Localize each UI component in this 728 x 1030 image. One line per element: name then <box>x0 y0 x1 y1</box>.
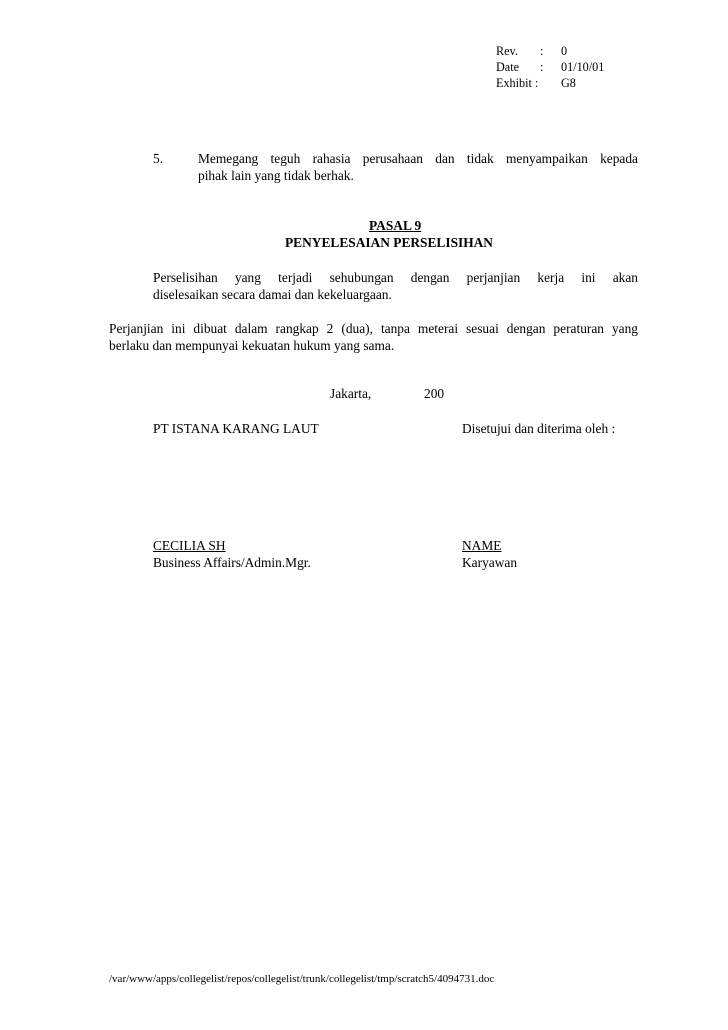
paragraph-line-2: diselesaikan secara damai dan kekeluargaan. <box>153 287 392 302</box>
item-line-2: pihak lain yang tidak berhak. <box>198 168 354 183</box>
paragraph-line-2: berlaku dan mempunyai kekuatan hukum yang sama. <box>109 338 395 353</box>
city: Jakarta, <box>330 386 372 401</box>
approval-caption: Disetujui dan diterima oleh : <box>462 421 616 436</box>
employee-name: NAME <box>462 538 502 553</box>
pasal-title: PASAL 9 <box>369 218 422 233</box>
signatory-name: CECILIA SH <box>153 538 226 553</box>
footer-file-path: /var/www/apps/collegelist/repos/collegelist/trunk/collegelist/tmp/scratch5/4094731.doc <box>109 973 495 985</box>
date-colon: : <box>540 60 544 74</box>
date-label: Date <box>496 60 520 74</box>
rev-value: 0 <box>561 44 568 58</box>
paragraph-line-1: Perselisihan yang terjadi sehubungan dengan perjanjian kerja ini akan <box>153 270 638 285</box>
employee-title: Karyawan <box>462 555 518 570</box>
item-line-1: Memegang teguh rahasia perusahaan dan tidak menyampaikan kepada <box>198 151 638 166</box>
exhibit-value: G8 <box>561 76 576 90</box>
company-name: PT ISTANA KARANG LAUT <box>153 421 319 436</box>
item-number: 5. <box>153 151 164 166</box>
paragraph-line-1: Perjanjian ini dibuat dalam rangkap 2 (dua), tanpa meterai sesuai dengan peraturan yang <box>109 321 638 336</box>
rev-label: Rev. <box>496 44 518 58</box>
exhibit-label: Exhibit : <box>496 76 539 90</box>
signatory-title: Business Affairs/Admin.Mgr. <box>153 555 311 570</box>
rev-colon: : <box>540 44 544 58</box>
year: 200 <box>424 386 445 401</box>
date-value: 01/10/01 <box>561 60 605 74</box>
pasal-subtitle: PENYELESAIAN PERSELISIHAN <box>285 235 493 250</box>
